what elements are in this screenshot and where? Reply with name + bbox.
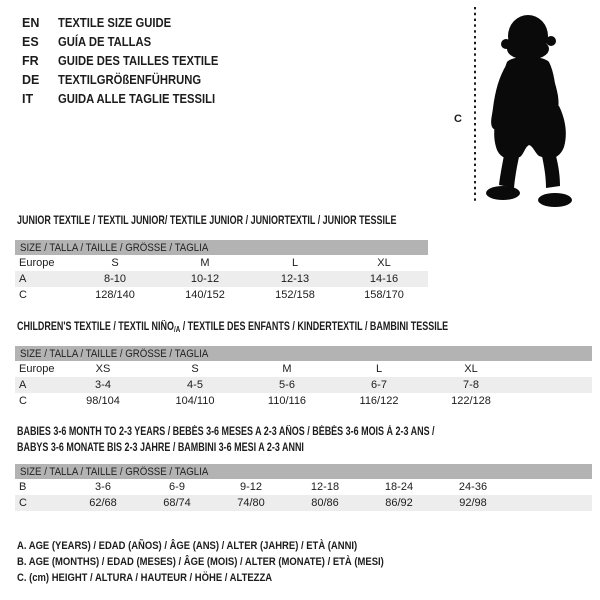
cell: 140/152 — [185, 289, 225, 301]
toddler-silhouette — [486, 15, 572, 207]
language-code: DE — [22, 72, 40, 87]
junior-section-title: JUNIOR TEXTILE / TEXTIL JUNIOR/ TEXTILE JUNIOR / JUNIORTEXTIL / JUNIOR TESSILE — [17, 215, 397, 227]
pad-cell — [510, 479, 592, 495]
language-code: EN — [22, 15, 40, 30]
row-label: Europe — [19, 363, 55, 375]
cell: M — [282, 363, 292, 375]
babies-section-title: BABIES 3-6 MONTH TO 2-3 YEARS / BEBÉS 3-6 MESES A 2-3 AÑOS / BÉBÉS 3-6 MOIS À 2-3 ANS / BABYS 3-6 MONATE BIS 2-3 JAHRE / BAMBINI 3-6 MESI A 2-3 ANNI — [17, 426, 435, 454]
footnote-legend — [17, 538, 444, 586]
row-label: A — [19, 273, 27, 285]
children-size-table — [15, 346, 592, 409]
cell: S — [191, 363, 199, 375]
language-row-en — [22, 13, 236, 32]
language-row-fr — [22, 51, 236, 70]
table-row — [15, 377, 592, 393]
footnote-b: B. AGE (MONTHS) / EDAD (MESES) / ÂGE (MOIS) / ALTER (MONATE) / ETÀ (MESI) — [17, 556, 384, 568]
cell: 6-7 — [371, 379, 387, 391]
junior-size-table — [15, 240, 428, 303]
cell: 24-36 — [458, 481, 488, 493]
language-row-it — [22, 89, 236, 108]
cell: 116/122 — [359, 395, 399, 407]
language-title-list — [22, 13, 236, 108]
cell: 8-10 — [103, 273, 127, 285]
footnote-c: C. (cm) HEIGHT / ALTURA / HAUTEUR / HÖHE / ALTEZZA — [17, 572, 273, 584]
row-label: C — [19, 395, 27, 407]
cell: 12-13 — [280, 273, 310, 285]
row-label: C — [19, 289, 27, 301]
toddler-figure — [445, 4, 595, 212]
cell: 80/86 — [311, 497, 339, 509]
cell: 122/128 — [451, 395, 491, 407]
cell: 104/110 — [175, 395, 215, 407]
cell: 7-8 — [463, 379, 479, 391]
guide-title-en: TEXTILE SIZE GUIDE — [58, 15, 172, 30]
table-row — [15, 255, 428, 271]
cell: 74/80 — [237, 497, 265, 509]
pad-cell — [517, 393, 592, 409]
cell: 5-6 — [279, 379, 295, 391]
language-code: IT — [22, 91, 34, 106]
pad-cell — [510, 495, 592, 511]
size-header-bar: SIZE / TALLA / TAILLE / GRÖSSE / TAGLIA — [15, 464, 592, 479]
height-marker-label: C — [454, 113, 462, 125]
cell: 6-9 — [169, 481, 185, 493]
cell: 10-12 — [190, 273, 220, 285]
cell: 14-16 — [369, 273, 399, 285]
cell: 110/116 — [267, 395, 307, 407]
row-label: Europe — [19, 257, 55, 269]
cell: XL — [377, 257, 391, 269]
table-row — [15, 271, 428, 287]
cell: 3-4 — [95, 379, 111, 391]
row-label: C — [19, 497, 27, 509]
cell: L — [375, 363, 383, 375]
cell: 4-5 — [187, 379, 203, 391]
cell: 12-18 — [310, 481, 340, 493]
size-header-row — [15, 346, 592, 361]
cell: 92/98 — [459, 497, 487, 509]
table-row — [15, 361, 592, 377]
language-row-de — [22, 70, 236, 89]
cell: 152/158 — [275, 289, 315, 301]
babies-size-table — [15, 464, 592, 511]
table-row — [15, 393, 592, 409]
cell: 98/104 — [86, 395, 120, 407]
cell: XS — [95, 363, 111, 375]
cell: 62/68 — [89, 497, 117, 509]
cell: 158/170 — [364, 289, 404, 301]
row-label: B — [19, 481, 27, 493]
cell: 18-24 — [384, 481, 414, 493]
size-header-row — [15, 240, 428, 255]
cell: 9-12 — [239, 481, 263, 493]
table-row — [15, 287, 428, 303]
pad-cell — [517, 361, 592, 377]
size-header-bar: SIZE / TALLA / TAILLE / GRÖSSE / TAGLIA — [15, 346, 592, 361]
language-row-es — [22, 32, 236, 51]
guide-title-it: GUIDA ALLE TAGLIE TESSILI — [58, 91, 216, 106]
cell: 86/92 — [385, 497, 413, 509]
cell: 68/74 — [163, 497, 191, 509]
cell: M — [200, 257, 210, 269]
guide-title-es: GUÍA DE TALLAS — [58, 34, 152, 49]
table-row — [15, 495, 592, 511]
language-code: FR — [22, 53, 39, 68]
cell: 3-6 — [95, 481, 111, 493]
row-label: A — [19, 379, 27, 391]
size-header-bar: SIZE / TALLA / TAILLE / GRÖSSE / TAGLIA — [15, 240, 428, 255]
footnote-a: A. AGE (YEARS) / EDAD (AÑOS) / ÂGE (ANS) / ALTER (JAHRE) / ETÀ (ANNI) — [17, 540, 358, 552]
size-header-row — [15, 464, 592, 479]
cell: XL — [464, 363, 478, 375]
cell: 128/140 — [95, 289, 135, 301]
children-section-title: CHILDREN'S TEXTILE / TEXTIL NIÑO/A / TEXTILE DES ENFANTS / KINDERTEXTIL / BAMBINI TESSILE — [17, 321, 449, 334]
cell: L — [291, 257, 299, 269]
nino-a-subscript: /A — [173, 325, 181, 334]
pad-cell — [517, 377, 592, 393]
guide-title-de: TEXTILGRÖßENFÜHRUNG — [58, 72, 202, 87]
table-row — [15, 479, 592, 495]
language-code: ES — [22, 34, 39, 49]
guide-title-fr: GUIDE DES TAILLES TEXTILE — [58, 53, 219, 68]
cell: S — [111, 257, 119, 269]
